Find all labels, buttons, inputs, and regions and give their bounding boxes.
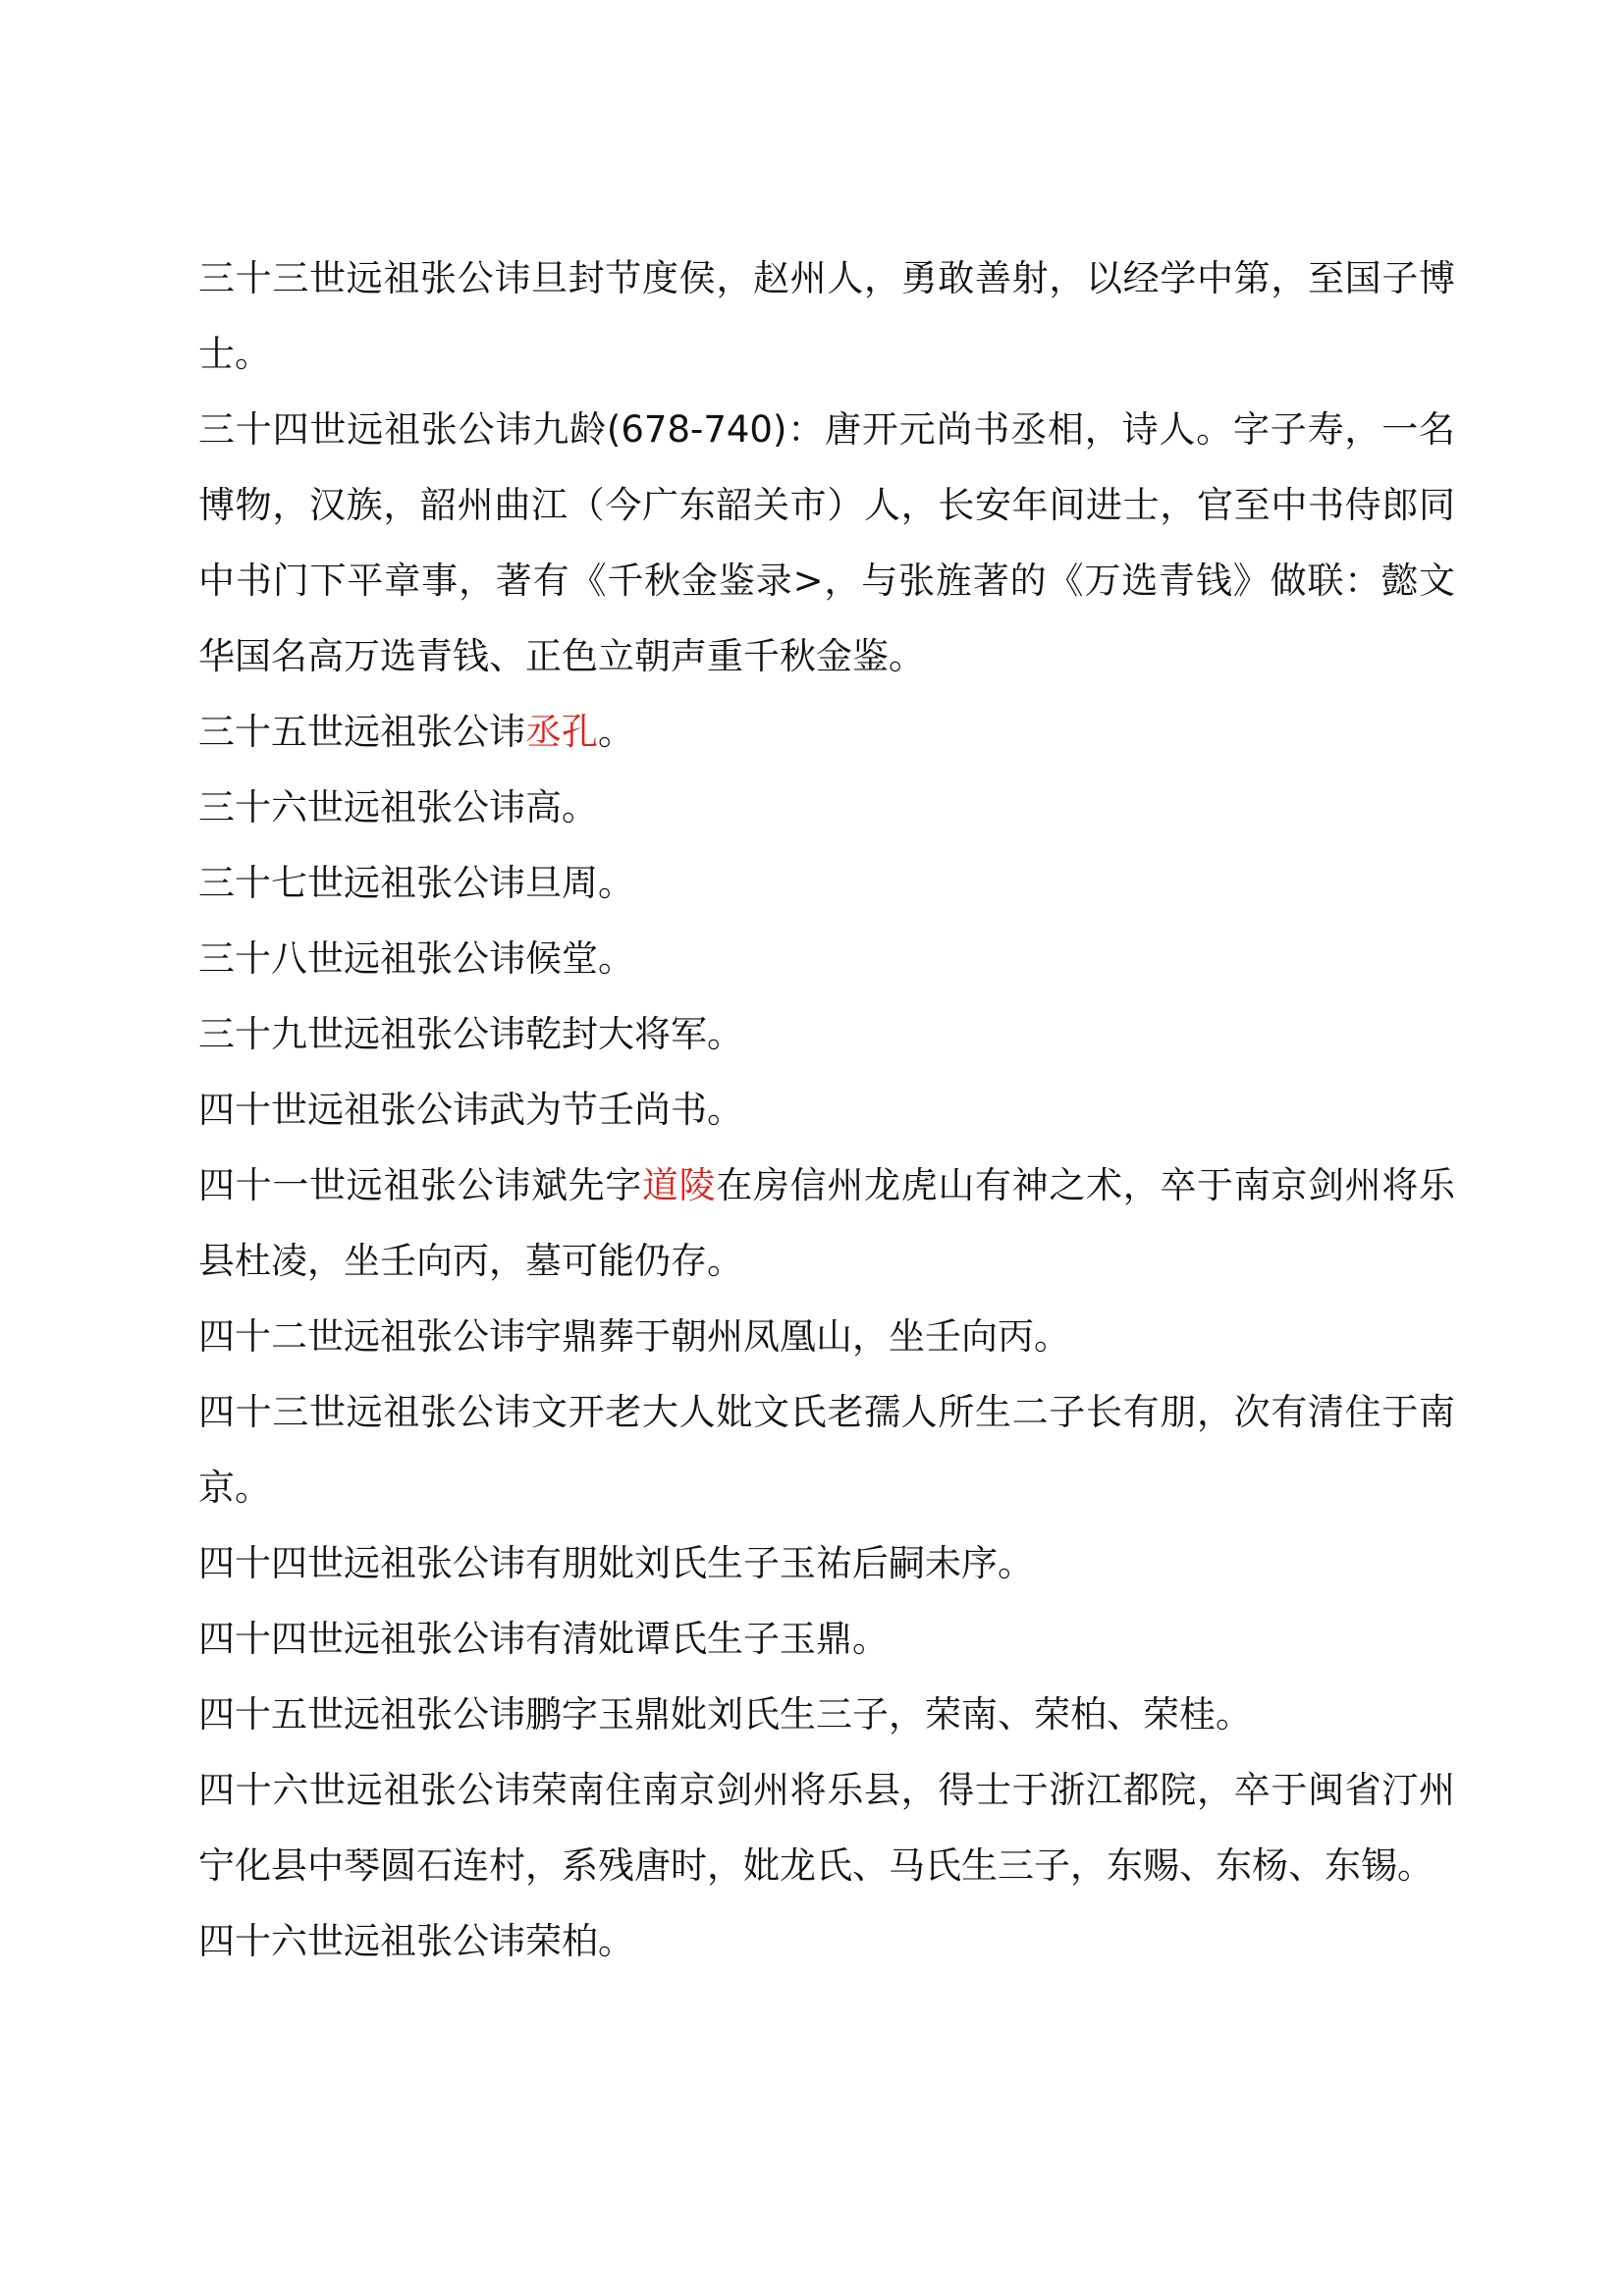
paragraph-text: 四十六世远祖张公讳荣柏。 <box>198 1920 634 1962</box>
paragraph-gen-41 <box>198 1148 1455 1299</box>
paragraph-text: 四十三世远祖张公讳文开老大人妣文氏老孺人所生二子长有朋，次有清住于南京。 <box>198 1391 1455 1509</box>
paragraph-text: 三十八世远祖张公讳候堂。 <box>198 937 634 980</box>
document-page <box>198 240 1455 1979</box>
paragraph-text: 四十世远祖张公讳武为节壬尚书。 <box>198 1089 743 1131</box>
paragraph-gen-39 <box>198 996 1455 1072</box>
paragraph-text: 三十九世远祖张公讳乾封大将军。 <box>198 1013 743 1055</box>
paragraph-text: 三十六世远祖张公讳高。 <box>198 786 598 828</box>
paragraph-text: 三十七世远祖张公讳旦周。 <box>198 862 634 904</box>
name-jiuling: 九龄(678-740)： <box>532 408 826 451</box>
paragraph-gen-35 <box>198 694 1455 770</box>
paragraph-text: 。 <box>598 711 634 753</box>
paragraph-text: 四十一世远祖张公讳斌先字 <box>198 1164 642 1206</box>
paragraph-text: 四十四世远祖张公讳有清妣谭氏生子玉鼎。 <box>198 1618 889 1660</box>
paragraph-text: 在房信州龙虎山有神之术，卒于南京剑州将乐县杜凌，坐壬向丙，墓可能仍存。 <box>198 1164 1456 1282</box>
paragraph-gen-44-b <box>198 1601 1455 1677</box>
paragraph-text: 四十五世远祖张公讳鹏字玉鼎妣刘氏生三子，荣南、荣柏、荣桂。 <box>198 1693 1252 1735</box>
highlighted-name: 丞孔 <box>525 711 598 753</box>
paragraph-gen-46-b <box>198 1903 1455 1979</box>
paragraph-text: 三十五世远祖张公讳 <box>198 711 525 753</box>
paragraph-text: 四十四世远祖张公讳有朋妣刘氏生子玉祐后嗣未序。 <box>198 1542 1034 1584</box>
paragraph-gen-40 <box>198 1072 1455 1148</box>
paragraph-text: 三十四世远祖张公讳 <box>198 408 533 451</box>
paragraph-gen-42 <box>198 1299 1455 1374</box>
paragraph-text: 三十三世远祖张公讳旦封节度侯，赵州人，勇敢善射，以经学中第，至国子博士。 <box>198 257 1455 375</box>
paragraph-gen-36 <box>198 770 1455 845</box>
paragraph-gen-46-a <box>198 1752 1455 1903</box>
paragraph-text: 四十二世远祖张公讳宇鼎葬于朝州凤凰山，坐壬向丙。 <box>198 1315 1070 1358</box>
paragraph-gen-37 <box>198 845 1455 921</box>
paragraph-gen-44-a <box>198 1525 1455 1601</box>
paragraph-text: 唐开元尚书丞相，诗人。字子寿，一名博物，汉族，韶州曲江（今广东韶关市）人，长安年间进士，官至中书侍郎同中书门下平章事，著有《千秋金鉴录>，与张旌著的《万选青钱》做联：懿文华国名高万选青钱、正色立朝声重千秋金鉴。 <box>198 408 1456 677</box>
highlighted-name: 道陵 <box>642 1164 717 1206</box>
paragraph-gen-33 <box>198 240 1455 392</box>
paragraph-gen-38 <box>198 921 1455 996</box>
paragraph-gen-34 <box>198 392 1455 694</box>
paragraph-text: 四十六世远祖张公讳荣南住南京剑州将乐县，得士于浙江都院，卒于闽省汀州宁化县中琴圆石连村，系残唐时，妣龙氏、马氏生三子，东赐、东杨、东锡。 <box>198 1769 1455 1887</box>
paragraph-gen-45 <box>198 1677 1455 1752</box>
paragraph-gen-43 <box>198 1374 1455 1525</box>
